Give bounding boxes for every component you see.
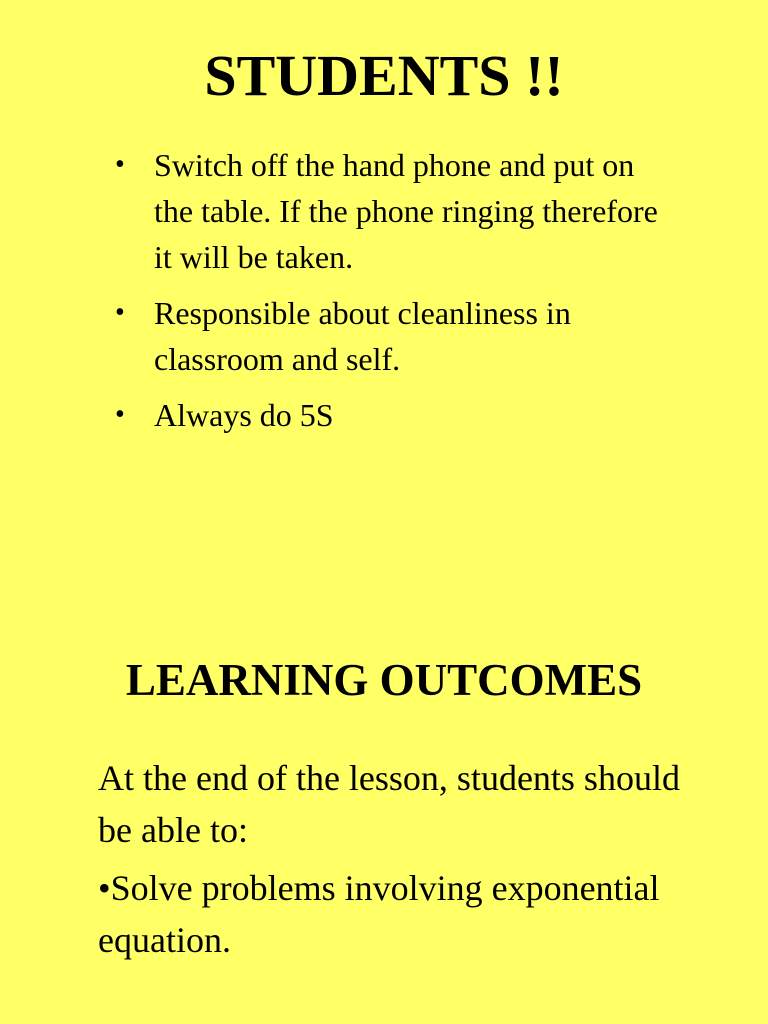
rule-text: Switch off the hand phone and put on the table. If the phone ringing therefore it will be taken. — [154, 147, 658, 275]
learning-outcomes-title: LEARNING OUTCOMES — [125, 655, 643, 705]
rule-item-cleanliness — [115, 290, 675, 382]
rule-text: Always do 5S — [154, 397, 334, 433]
bullet-icon: • — [115, 399, 125, 430]
outcome-item: •Solve problems involving exponential equation. — [98, 868, 660, 960]
outcomes-intro: At the end of the lesson, students should be able to: — [98, 758, 680, 850]
students-title: STUDENTS !! — [204, 43, 564, 108]
rule-item-phone — [115, 142, 675, 280]
rule-text: Responsible about cleanliness in classroom and self. — [154, 295, 571, 377]
rules-list — [115, 142, 675, 448]
bullet-icon: • — [115, 149, 125, 180]
rule-item-5s — [115, 392, 675, 438]
bullet-icon: • — [115, 297, 125, 328]
